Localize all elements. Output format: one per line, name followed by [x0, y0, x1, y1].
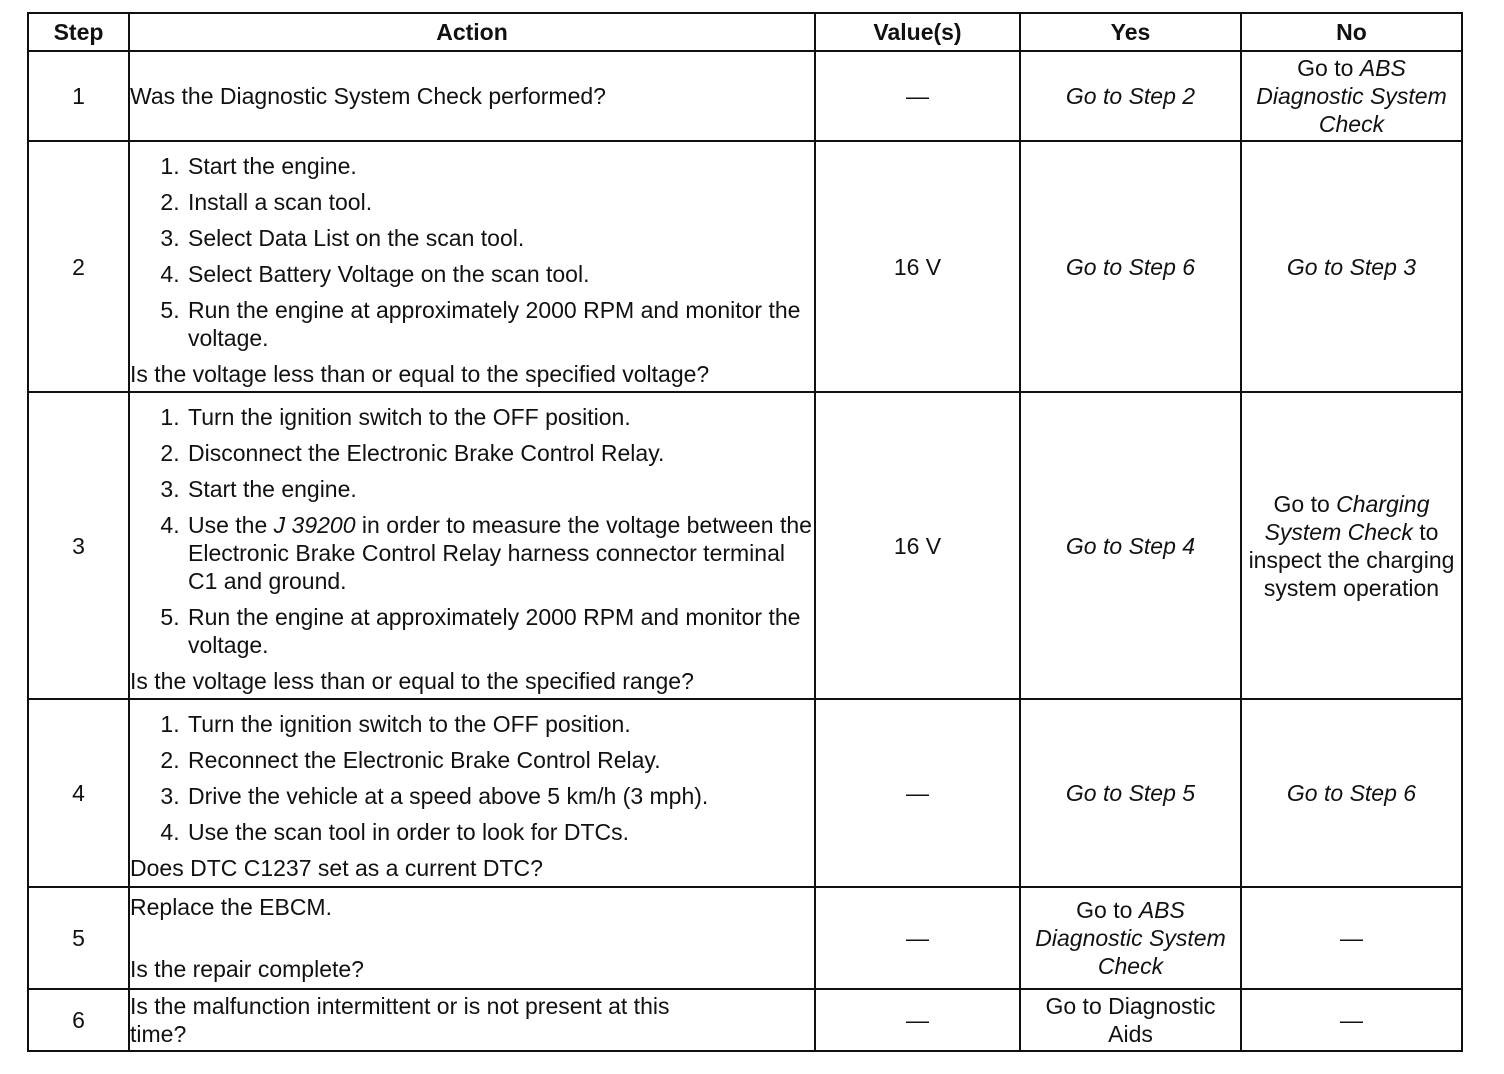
action-cell: [129, 887, 815, 989]
action-instruction: Replace the EBCM.: [130, 894, 332, 920]
action-cell: [129, 699, 815, 887]
no-cell: [1241, 699, 1462, 887]
yes-cell: [1020, 51, 1241, 141]
yes-link[interactable]: ABS Diagnostic System Check: [1035, 897, 1226, 979]
step-number: 1: [28, 51, 129, 141]
no-suffix: to inspect the charging system operation: [1248, 518, 1455, 601]
action-question: Was the Diagnostic System Check performed?: [130, 83, 606, 109]
value-cell: 16 V: [815, 141, 1020, 392]
step-text: Use the: [188, 511, 274, 538]
no-prefix: Go to: [1297, 55, 1360, 81]
no-cell: [1241, 392, 1462, 699]
procedure-step: 3. Start the engine.: [186, 475, 814, 503]
procedure-step: 2. Install a scan tool.: [186, 188, 814, 216]
procedure-step: 3. Select Data List on the scan tool.: [186, 224, 814, 252]
no-cell: [1241, 51, 1462, 141]
yes-link[interactable]: Go to Step 2: [1065, 83, 1196, 109]
procedure-step: 2. Reconnect the Electronic Brake Control Relay.: [186, 746, 814, 774]
procedure-step: 5. Run the engine at approximately 2000 RPM and monitor the voltage.: [186, 603, 814, 659]
procedure-step: [186, 511, 814, 595]
value-cell: —: [815, 887, 1020, 989]
action-question: Is the voltage less than or equal to the specified range?: [130, 667, 694, 694]
procedure-step: 3. Drive the vehicle at a speed above 5 km/h (3 mph).: [186, 782, 814, 810]
yes-link[interactable]: Go to Step 5: [1065, 780, 1196, 806]
table-row-step-1: [28, 51, 1462, 141]
procedure-step: 1. Start the engine.: [186, 152, 814, 180]
no-link[interactable]: Charging System Check: [1264, 490, 1430, 545]
header-values: Value(s): [815, 13, 1020, 51]
value-cell: —: [815, 989, 1020, 1051]
no-link[interactable]: Go to Step 3: [1286, 253, 1417, 280]
yes-link[interactable]: Go to Step 6: [1065, 253, 1196, 280]
header-action: Action: [129, 13, 815, 51]
action-question: Is the malfunction intermittent or is not present at this time?: [130, 993, 670, 1047]
step-number: 2: [28, 141, 129, 392]
action-question: Is the voltage less than or equal to the specified voltage?: [130, 360, 710, 387]
value-cell: —: [815, 699, 1020, 887]
no-link[interactable]: ABS Diagnostic System Check: [1256, 55, 1447, 137]
action-question: Does DTC C1237 set as a current DTC?: [130, 855, 543, 881]
action-cell: [129, 51, 815, 141]
header-step: Step: [28, 13, 129, 51]
header-yes: Yes: [1020, 13, 1241, 51]
yes-cell: [1020, 141, 1241, 392]
no-cell: —: [1241, 989, 1462, 1051]
table-row-step-3: [28, 392, 1462, 699]
procedure-step: 5. Run the engine at approximately 2000 RPM and monitor the voltage.: [186, 296, 814, 352]
no-cell: [1241, 141, 1462, 392]
action-cell: [129, 989, 815, 1051]
action-cell: [129, 392, 815, 699]
yes-prefix: Go to: [1076, 897, 1139, 923]
table-row-step-4: [28, 699, 1462, 887]
no-link[interactable]: Go to Step 6: [1286, 780, 1417, 806]
step-number: 3: [28, 392, 129, 699]
no-cell: —: [1241, 887, 1462, 989]
procedure-step: 2. Disconnect the Electronic Brake Control Relay.: [186, 439, 814, 467]
action-cell: [129, 141, 815, 392]
header-no: No: [1241, 13, 1462, 51]
yes-cell: [1020, 887, 1241, 989]
yes-link[interactable]: Go to Diagnostic Aids: [1045, 993, 1216, 1047]
procedure-step: 1. Turn the ignition switch to the OFF position.: [186, 403, 814, 431]
action-question: Is the repair complete?: [130, 956, 364, 982]
tool-reference: J 39200: [273, 511, 356, 538]
step-number: 6: [28, 989, 129, 1051]
yes-cell: [1020, 392, 1241, 699]
procedure-list: [130, 403, 814, 659]
step-number: 5: [28, 887, 129, 989]
step-text: in order to measure the voltage between the Electronic Brake Control Relay harness connector terminal C1 and ground.: [188, 511, 812, 594]
no-prefix: Go to: [1273, 490, 1337, 517]
yes-link[interactable]: Go to Step 4: [1065, 532, 1196, 559]
table-row-step-2: [28, 141, 1462, 392]
table-row-step-6: [28, 989, 1462, 1051]
yes-cell: [1020, 699, 1241, 887]
yes-cell: [1020, 989, 1241, 1051]
header-row: [28, 13, 1462, 51]
procedure-step: 4. Use the scan tool in order to look for DTCs.: [186, 818, 814, 846]
value-cell: —: [815, 51, 1020, 141]
step-number: 4: [28, 699, 129, 887]
procedure-step: 4. Select Battery Voltage on the scan tool.: [186, 260, 814, 288]
procedure-list: [130, 710, 814, 846]
procedure-step: 1. Turn the ignition switch to the OFF position.: [186, 710, 814, 738]
table-row-step-5: [28, 887, 1462, 989]
value-cell: 16 V: [815, 392, 1020, 699]
diagnostic-table: [27, 12, 1463, 1052]
procedure-list: [130, 152, 814, 352]
